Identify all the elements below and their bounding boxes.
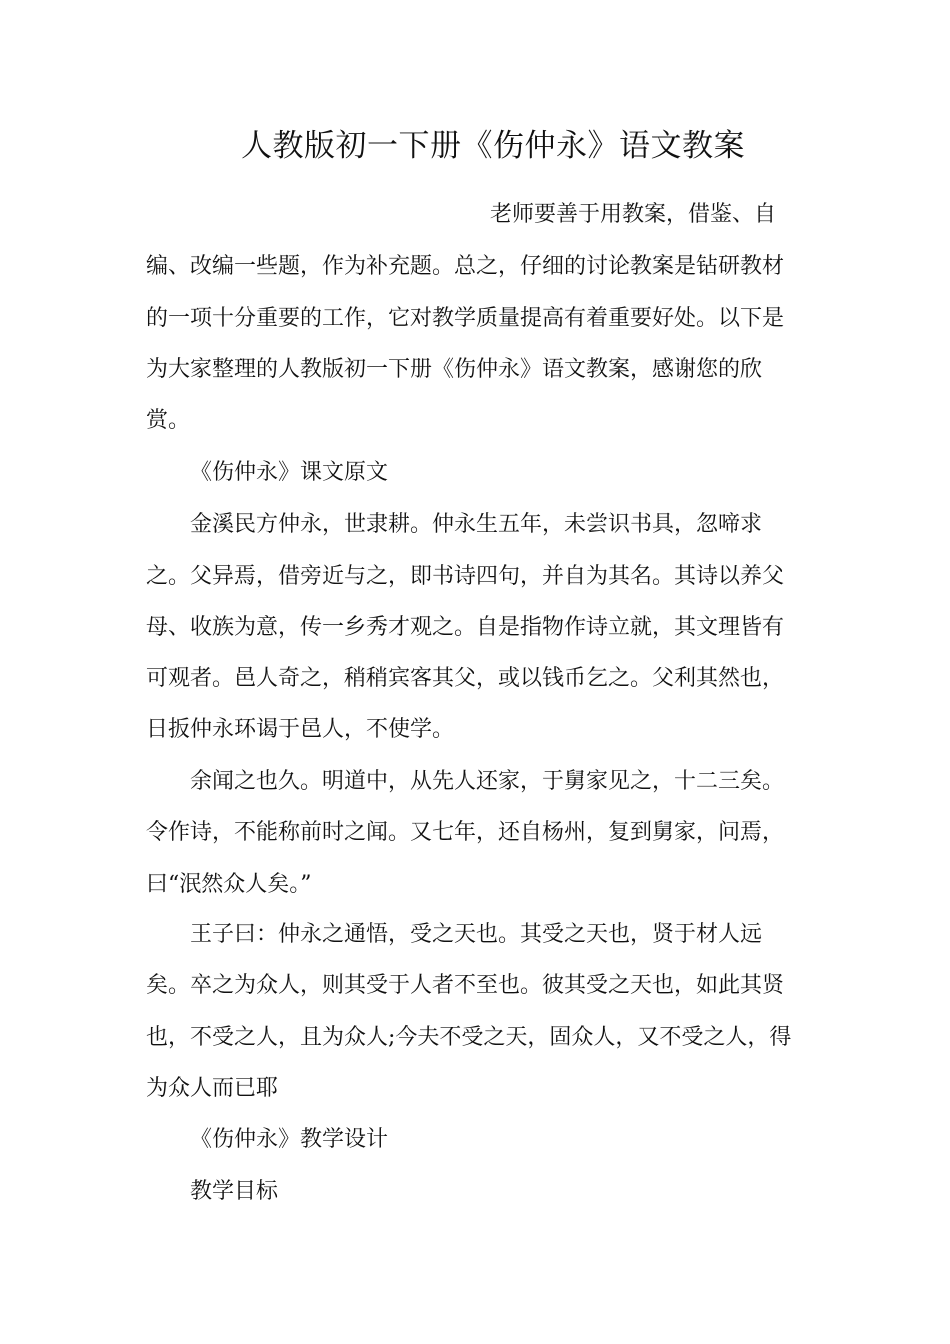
- document-title: 人教版初一下册《伤仲永》语文教案: [241, 128, 745, 164]
- paragraph2-line-1: 余闻之也久。明道中，从先人还家，于舅家见之，十二三矣。: [190, 769, 785, 794]
- intro-line-1: 老师要善于用教案，借鉴、自: [490, 202, 777, 227]
- paragraph1-line-1: 金溪民方仲永，世隶耕。仲永生五年，未尝识书具，忽啼求: [190, 512, 763, 537]
- intro-line-4: 为大家整理的人教版初一下册《伤仲永》语文教案，感谢您的欣: [146, 357, 763, 382]
- paragraph3-line-1: 王子曰：仲永之通悟，受之天也。其受之天也，贤于材人远: [190, 922, 763, 947]
- paragraph1-line-2: 之。父异焉，借旁近与之，即书诗四句，并自为其名。其诗以养父: [146, 564, 785, 589]
- paragraph1-line-5: 日扳仲永环谒于邑人，不使学。: [146, 717, 455, 742]
- intro-line-3: 的一项十分重要的工作，它对教学质量提高有着重要好处。以下是: [146, 306, 785, 331]
- paragraph3-line-4: 为众人而已耶: [146, 1076, 279, 1101]
- paragraph2-line-3: 曰“泯然众人矣。”: [146, 872, 312, 897]
- section-heading-objectives: 教学目标: [190, 1179, 279, 1204]
- section-heading-teaching-design: 《伤仲永》教学设计: [190, 1127, 389, 1152]
- paragraph2-line-2: 令作诗，不能称前时之闻。又七年，还自杨州，复到舅家，问焉，: [146, 820, 785, 845]
- intro-line-5: 赏。: [146, 408, 191, 433]
- paragraph1-line-4: 可观者。邑人奇之，稍稍宾客其父，或以钱币乞之。父利其然也，: [146, 666, 785, 691]
- paragraph3-line-3: 也，不受之人，且为众人;今夫不受之天，固众人，又不受之人，得: [146, 1025, 792, 1050]
- section-heading-original-text: 《伤仲永》课文原文: [190, 460, 389, 485]
- intro-line-2: 编、改编一些题，作为补充题。总之，仔细的讨论教案是钻研教材: [146, 254, 785, 279]
- paragraph1-line-3: 母、收族为意，传一乡秀才观之。自是指物作诗立就，其文理皆有: [146, 615, 785, 640]
- paragraph3-line-2: 矣。卒之为众人，则其受于人者不至也。彼其受之天也，如此其贤: [146, 973, 785, 998]
